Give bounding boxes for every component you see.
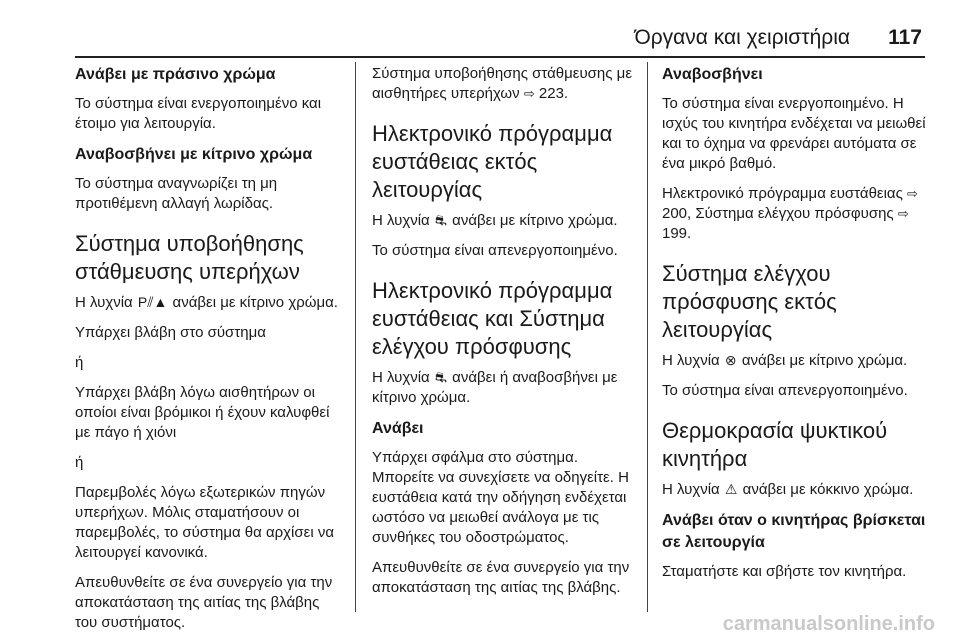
- paragraph: Το σύστημα είναι απενεργοποιημένο.: [662, 382, 908, 399]
- column-1: [75, 62, 345, 643]
- esc-off-icon: ⛐: [434, 212, 447, 228]
- paragraph: [662, 184, 930, 244]
- text: Η λυχνία: [372, 212, 430, 229]
- paragraph: Απευθυνθείτε σε ένα συνεργείο για την αποκατάσταση της αιτίας της βλάβης.: [372, 559, 630, 596]
- page-title: Όργανα και χειριστήρια: [634, 26, 850, 49]
- section-heading: Αναβοσβήνει με κίτρινο χρώμα: [75, 146, 313, 163]
- ref-arrow-icon: ⇨: [907, 186, 918, 201]
- watermark: carmanualsonline.info: [722, 613, 935, 635]
- text: ανάβει με κίτρινο χρώμα.: [741, 352, 908, 369]
- paragraph: Το σύστημα είναι απενεργοποιημένο.: [372, 242, 618, 259]
- text: ανάβει με κόκκινο χρώμα.: [742, 481, 914, 498]
- section-title: Σύστημα ελέγχου πρόσφυσης εκτός λειτουργίας: [662, 261, 837, 342]
- column-divider: [355, 62, 356, 612]
- column-divider: [647, 62, 648, 612]
- text: Η λυχνία: [662, 352, 720, 369]
- section-heading: Ανάβει με πράσινο χρώμα: [75, 66, 276, 83]
- section-heading: Ανάβει όταν ο κινητήρας βρίσκεται σε λειτουργία: [662, 512, 926, 551]
- text: Η λυχνία: [372, 369, 430, 386]
- ref-arrow-icon: ⇨: [897, 206, 909, 221]
- page-header: [0, 26, 960, 66]
- paragraph: Υπάρχει βλάβη λόγω αισθητήρων οι οποίοι είναι βρόμικοι ή έχουν καλυφθεί με πάγο ή χιόνι: [75, 384, 330, 441]
- text: ανάβει ή αναβοσβήνει με κίτρινο χρώμα.: [372, 369, 618, 406]
- paragraph: Το σύστημα αναγνωρίζει τη μη προτιθέμενη αλλαγή λωρίδας.: [75, 175, 278, 212]
- text: Η λυχνία: [75, 294, 133, 311]
- text: Σύστημα υποβοήθησης στάθμευσης με αισθητήρες υπερήχων: [372, 65, 633, 102]
- paragraph: [372, 210, 640, 231]
- page-ref[interactable]: 199.: [662, 225, 692, 242]
- section-title: Ηλεκτρονικό πρόγραμμα ευστάθειας και Σύστημα ελέγχου πρόσφυσης: [372, 278, 613, 359]
- column-3: [662, 62, 930, 592]
- page-ref[interactable]: 223.: [538, 85, 569, 102]
- paragraph: [75, 292, 345, 313]
- page-number: 117: [888, 26, 922, 49]
- paragraph: Απευθυνθείτε σε ένα συνεργείο για την αποκατάσταση της αιτίας της βλάβης του συστήματος.: [75, 574, 333, 631]
- paragraph: Υπάρχει σφάλμα στο σύστημα. Μπορείτε να συνεχίσετε να οδηγείτε. Η ευστάθεια κατά την οδήγηση ενδέχεται ωστόσο να μειωθεί ανάλογα με τις συνθήκες του οδοστρώματος.: [372, 449, 629, 546]
- paragraph: Το σύστημα είναι ενεργοποιημένο και έτοιμο για λειτουργία.: [75, 95, 322, 132]
- text: ανάβει με κίτρινο χρώμα.: [172, 294, 338, 311]
- header-rule: [75, 56, 925, 58]
- page-ref[interactable]: 200, Σύστημα ελέγχου πρόσφυσης: [662, 205, 894, 222]
- paragraph: [372, 64, 640, 104]
- paragraph: [662, 479, 930, 500]
- section-title: Ηλεκτρονικό πρόγραμμα ευστάθειας εκτός λειτουργίας: [372, 121, 613, 202]
- text: Η λυχνία: [662, 481, 720, 498]
- paragraph: [662, 350, 930, 371]
- paragraph: ή: [75, 354, 84, 371]
- tc-off-icon: ⊗: [724, 352, 737, 368]
- paragraph: ή: [75, 454, 84, 471]
- esc-icon: ⛐: [434, 369, 447, 385]
- ref-arrow-icon: ⇨: [523, 86, 535, 101]
- paragraph: Το σύστημα είναι ενεργοποιημένο. Η ισχύς του κινητήρα ενδέχεται να μειωθεί και το όχημα να φρενάρει αυτόματα σε ένα μικρό βαθμό.: [662, 95, 926, 172]
- text: ανάβει με κίτρινο χρώμα.: [452, 212, 618, 229]
- section-title: Θερμοκρασία ψυκτικού κινητήρα: [662, 418, 888, 471]
- paragraph: Υπάρχει βλάβη στο σύστημα: [75, 324, 266, 341]
- section-title: Σύστημα υποβοήθησης στάθμευσης υπερήχων: [75, 231, 304, 284]
- coolant-temperature-icon: ⚠: [724, 481, 738, 497]
- paragraph: Σταματήστε και σβήστε τον κινητήρα.: [662, 563, 907, 580]
- text: Ηλεκτρονικό πρόγραμμα ευστάθειας: [662, 185, 903, 202]
- park-assist-icon: P⫽▲: [137, 294, 168, 310]
- section-heading: Αναβοσβήνει: [662, 66, 763, 83]
- section-heading: Ανάβει: [372, 420, 424, 437]
- paragraph: [372, 367, 640, 408]
- paragraph: Παρεμβολές λόγω εξωτερικών πηγών υπερήχων. Μόλις σταματήσουν οι παρεμβολές, το σύστημα θα αρχίσει να λειτουργεί κανονικά.: [75, 484, 335, 561]
- column-2: [372, 62, 640, 608]
